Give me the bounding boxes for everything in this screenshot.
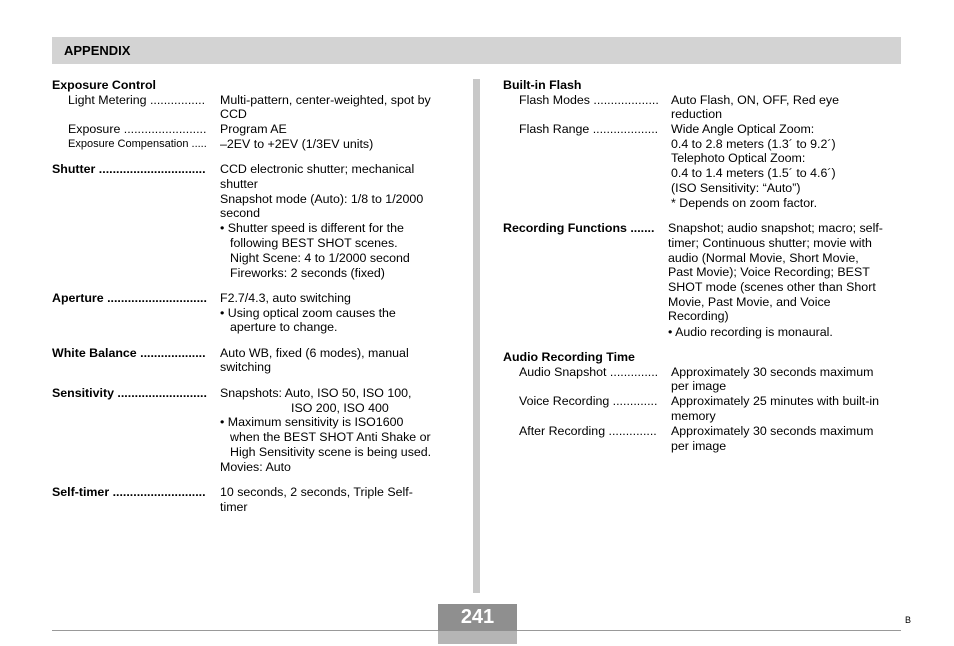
left-spec-line: 10 seconds, 2 seconds, Triple Self- (220, 485, 413, 499)
left-spec-line: White Balance ................... (52, 346, 206, 360)
left-spec-line: CCD (220, 107, 247, 121)
left-spec-line: High Sensitivity scene is being used. (230, 445, 432, 459)
left-spec-line: Exposure ........................ (68, 122, 207, 136)
left-spec-line: Snapshots: Auto, ISO 50, ISO 100, (220, 386, 412, 400)
left-spec-line: Exposure Compensation ..... (68, 138, 207, 150)
right-spec-line: • Audio recording is monaural. (668, 325, 833, 339)
left-spec-line: • Shutter speed is different for the (220, 221, 404, 235)
page-number: 241 (460, 606, 495, 628)
page-number-band (438, 631, 517, 644)
left-spec-line: Fireworks: 2 seconds (fixed) (230, 266, 385, 280)
right-spec-line: Past Movie); Voice Recording; BEST (668, 265, 870, 279)
left-spec-line: Exposure Control (52, 78, 156, 92)
left-spec-line: • Using optical zoom causes the (220, 306, 396, 320)
right-spec-line: memory (671, 409, 716, 423)
right-spec-line: Recording Functions ....... (503, 221, 655, 235)
corner-mark: B (905, 615, 912, 625)
left-spec-line: second (220, 206, 260, 220)
right-spec-line: Movie, Past Movie, and Voice (668, 295, 831, 309)
right-spec-line: Flash Modes ................... (519, 93, 659, 107)
left-spec-line: ISO 200, ISO 400 (291, 401, 389, 415)
left-spec-line: aperture to change. (230, 320, 338, 334)
page-number-box (438, 604, 517, 644)
right-spec-line: Voice Recording ............. (519, 394, 658, 408)
right-spec-line: reduction (671, 107, 722, 121)
left-spec-line: Sensitivity .......................... (52, 386, 207, 400)
right-spec-line: After Recording .............. (519, 424, 657, 438)
right-spec-line: timer; Continuous shutter; movie with (668, 236, 872, 250)
right-spec-line: per image (671, 379, 727, 393)
left-spec-line: F2.7/4.3, auto switching (220, 291, 351, 305)
left-spec-line: Shutter ............................... (52, 162, 206, 176)
left-spec-line: • Maximum sensitivity is ISO1600 (220, 415, 404, 429)
right-spec-line: (ISO Sensitivity: “Auto”) (671, 181, 801, 195)
right-spec-line: Recording) (668, 309, 729, 323)
right-spec-line: SHOT mode (scenes other than Short (668, 280, 876, 294)
left-spec-line: –2EV to +2EV (1/3EV units) (220, 137, 374, 151)
right-spec-line: Built-in Flash (503, 78, 582, 92)
left-spec-line: timer (220, 500, 248, 514)
left-spec-line: Night Scene: 4 to 1/2000 second (230, 251, 410, 265)
left-spec-line: following BEST SHOT scenes. (230, 236, 398, 250)
left-spec-line: Movies: Auto (220, 460, 291, 474)
right-spec-line: Approximately 30 seconds maximum (671, 424, 874, 438)
section-title: APPENDIX (64, 43, 131, 58)
right-spec-line: per image (671, 439, 727, 453)
left-spec-line: CCD electronic shutter; mechanical (220, 162, 415, 176)
left-spec-line: Multi-pattern, center-weighted, spot by (220, 93, 431, 107)
left-spec-line: Snapshot mode (Auto): 1/8 to 1/2000 (220, 192, 424, 206)
right-spec-line: Approximately 30 seconds maximum (671, 365, 874, 379)
right-spec-line: * Depends on zoom factor. (671, 196, 818, 210)
right-spec-line: Audio Snapshot .............. (519, 365, 659, 379)
left-spec-line: Program AE (220, 122, 287, 136)
right-spec-line: Telephoto Optical Zoom: (671, 151, 806, 165)
left-spec-line: Aperture ............................. (52, 291, 207, 305)
left-spec-line: when the BEST SHOT Anti Shake or (230, 430, 431, 444)
section-header (52, 37, 901, 64)
right-spec-line: 0.4 to 1.4 meters (1.5´ to 4.6´) (671, 166, 836, 180)
right-spec-line: Approximately 25 minutes with built-in (671, 394, 879, 408)
left-spec-line: Light Metering ................ (68, 93, 206, 107)
left-spec-line: switching (220, 360, 271, 374)
right-spec-line: Snapshot; audio snapshot; macro; self- (668, 221, 883, 235)
right-spec-line: 0.4 to 2.8 meters (1.3´ to 9.2´) (671, 137, 836, 151)
right-spec-line: Auto Flash, ON, OFF, Red eye (671, 93, 840, 107)
left-spec-line: shutter (220, 177, 258, 191)
right-spec-line: Audio Recording Time (503, 350, 635, 364)
right-spec-line: audio (Normal Movie, Short Movie, (668, 251, 859, 265)
column-divider (473, 79, 480, 593)
right-spec-line: Flash Range ................... (519, 122, 659, 136)
right-spec-line: Wide Angle Optical Zoom: (671, 122, 815, 136)
left-spec-line: Auto WB, fixed (6 modes), manual (220, 346, 409, 360)
left-spec-line: Self-timer ........................... (52, 485, 206, 499)
